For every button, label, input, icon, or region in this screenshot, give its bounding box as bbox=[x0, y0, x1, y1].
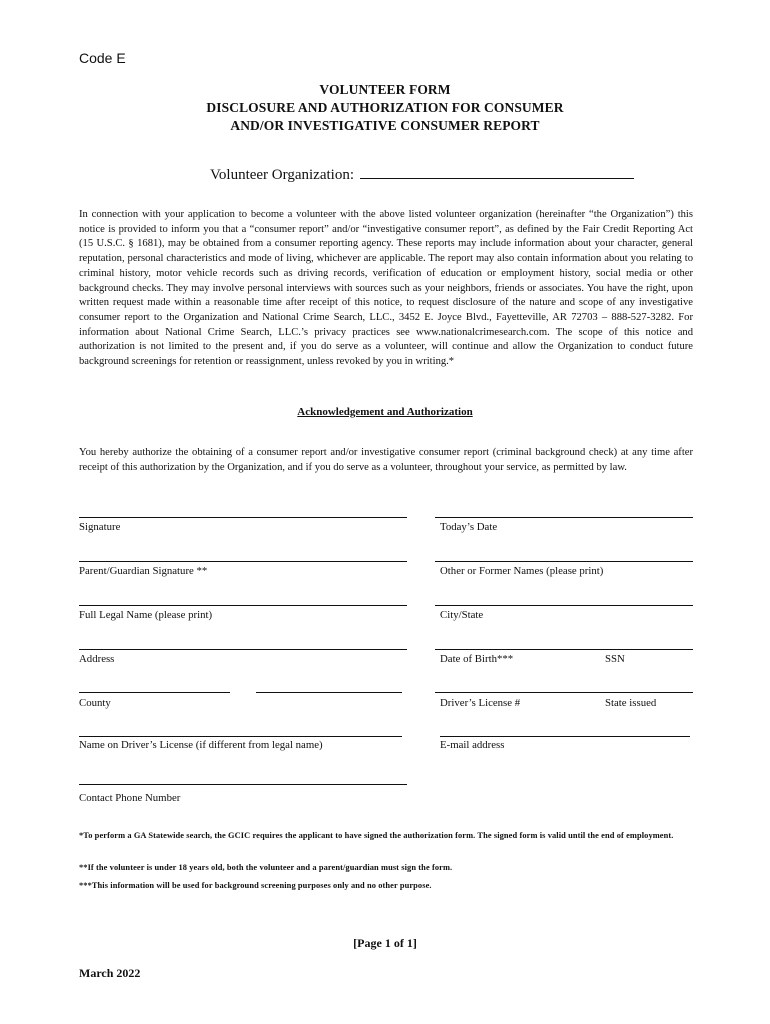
drivers-license-field[interactable] bbox=[435, 692, 693, 693]
volunteer-organization-field[interactable] bbox=[360, 164, 634, 179]
other-names-label: Other or Former Names (please print) bbox=[440, 565, 604, 577]
full-name-field[interactable] bbox=[79, 605, 407, 606]
state-issued-label: State issued bbox=[605, 697, 657, 709]
signature-label: Signature bbox=[79, 521, 121, 533]
ssn-label: SSN bbox=[605, 653, 625, 665]
authorization-paragraph: You hereby authorize the obtaining of a consumer report and/or investigative consumer report (criminal background check) at any time after receipt of this authorization by the Organization, and if you do serve as a volunteer, throughout your service, as permitted by law. bbox=[79, 447, 693, 473]
volunteer-organization-row bbox=[210, 164, 634, 184]
county-label: County bbox=[79, 697, 111, 709]
todays-date-label: Today’s Date bbox=[440, 521, 498, 533]
city-state-label: City/State bbox=[440, 609, 484, 621]
revision-date: March 2022 bbox=[79, 966, 141, 980]
address-label: Address bbox=[79, 653, 115, 665]
email-label: E-mail address bbox=[440, 739, 505, 751]
other-names-field[interactable] bbox=[435, 561, 693, 562]
acknowledgement-heading: Acknowledgement and Authorization bbox=[297, 406, 473, 418]
name-on-license-field[interactable] bbox=[79, 736, 402, 737]
county-field[interactable] bbox=[79, 692, 230, 693]
disclosure-paragraph: In connection with your application to become a volunteer with the above listed volunteer organization (hereinafter “the Organization”) this notice is provided to inform you that a “consumer report” and/or “investigative consumer report”, as defined by the Fair Credit Reporting Act (15 U.S.C. § 1681), may be obtained from a consumer reporting agency. These reports may include information about your character, general reputation, personal characteristics and mode of living, whichever are applicable. The report may also contain information about you relating to criminal history, motor vehicle records such as driving records, verification of education or employment history, social media or other background checks. They may involve personal interviews with sources such as your neighbors, friends or associates. You have the right, upon written request made within a reasonable time after receipt of this notice, to request disclosure of the nature and scope of any investigative consumer report to the Organization and National Crime Search, LLC., 3452 E. Joyce Blvd., Fayetteville, AR 72703 – 888-527-3282. For information about National Crime Search, LLC.’s privacy practices see www.nationalcrimesearch.com. The scope of this notice and authorization is not limited to the present and, if you do serve as a volunteer, will continue and allow the Organization to conduct future background screenings for retention or reassignment, unless revoked by you in writing.* bbox=[79, 209, 693, 368]
footnote-3: ***This information will be used for background screening purposes only and no other purpose. bbox=[79, 881, 432, 890]
parent-signature-label: Parent/Guardian Signature ** bbox=[79, 565, 208, 577]
county-field-2[interactable] bbox=[256, 692, 402, 693]
form-subtitle-line2: AND/OR INVESTIGATIVE CONSUMER REPORT bbox=[230, 118, 540, 133]
form-title: VOLUNTEER FORM bbox=[319, 82, 451, 97]
dob-ssn-field[interactable] bbox=[435, 649, 693, 650]
footnote-2: **If the volunteer is under 18 years old, both the volunteer and a parent/guardian must sign the form. bbox=[79, 863, 453, 872]
full-name-label: Full Legal Name (please print) bbox=[79, 609, 213, 621]
form-subtitle-line1: DISCLOSURE AND AUTHORIZATION FOR CONSUMER bbox=[206, 100, 564, 115]
name-on-license-label: Name on Driver’s License (if different from legal name) bbox=[79, 739, 323, 751]
dob-label: Date of Birth*** bbox=[440, 653, 514, 665]
footnote-1: *To perform a GA Statewide search, the GCIC requires the applicant to have signed the authorization form. The signed form is valid until the end of employment. bbox=[79, 831, 674, 840]
city-state-field[interactable] bbox=[435, 605, 693, 606]
parent-signature-field[interactable] bbox=[79, 561, 407, 562]
phone-label: Contact Phone Number bbox=[79, 792, 181, 804]
page-number: [Page 1 of 1] bbox=[353, 936, 417, 950]
phone-field[interactable] bbox=[79, 784, 407, 785]
address-field[interactable] bbox=[79, 649, 407, 650]
form-code: Code E bbox=[79, 50, 126, 66]
drivers-license-label: Driver’s License # bbox=[440, 697, 521, 709]
volunteer-organization-label: Volunteer Organization: bbox=[210, 167, 354, 183]
signature-field[interactable] bbox=[79, 517, 407, 518]
email-field[interactable] bbox=[440, 736, 690, 737]
todays-date-field[interactable] bbox=[435, 517, 693, 518]
